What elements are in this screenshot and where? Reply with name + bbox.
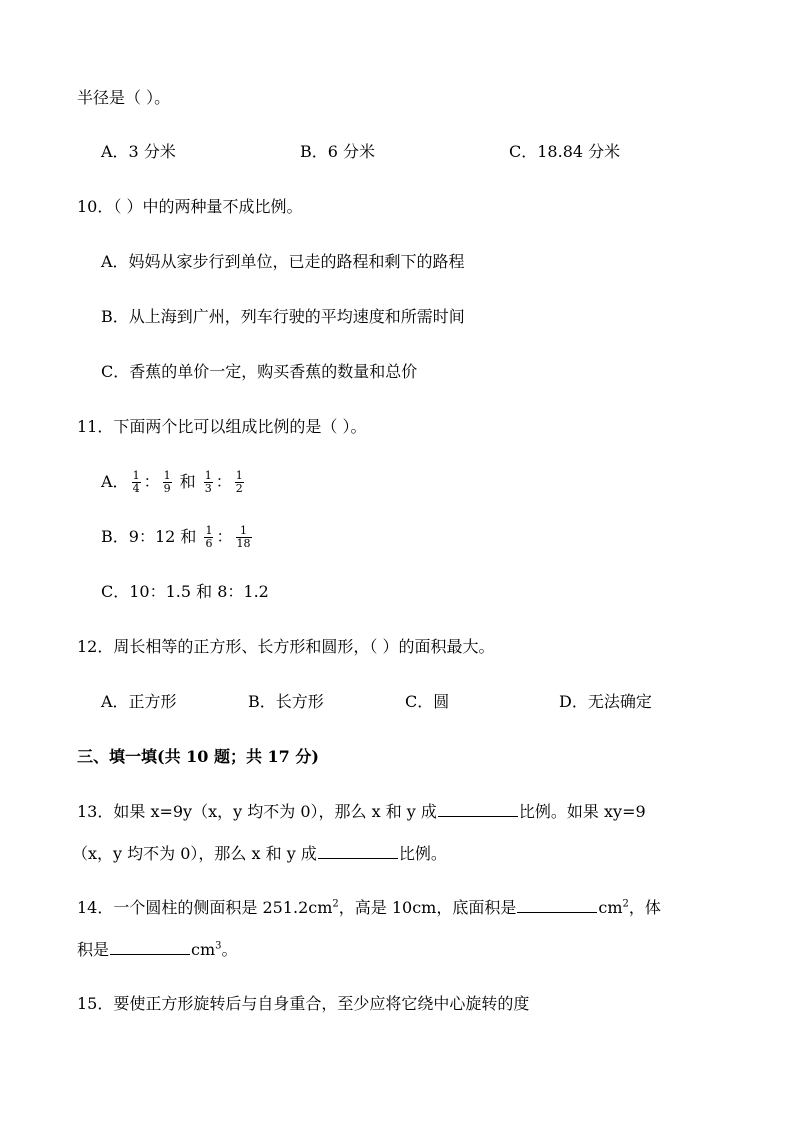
- and-word: 和: [179, 472, 196, 491]
- q10-option-b: B．从上海到广州，列车行驶的平均速度和所需时间: [101, 307, 465, 326]
- q14-line-2: 积是 $cm^3$。: [77, 936, 238, 964]
- q14-line-1: 14．一个圆柱的侧面积是 $251.2cm^2$，高是 10cm，底面积是 $cm^2$，体: [77, 894, 661, 922]
- q11-option-c: C．10：1.5 和 8：1.2: [101, 582, 269, 601]
- ratio-colon: ：: [215, 472, 232, 491]
- ratio-colon: ：: [216, 527, 233, 546]
- q10-option-c: C．香蕉的单价一定，购买香蕉的数量和总价: [101, 362, 418, 381]
- superscript: 3: [215, 940, 222, 952]
- q13-line-2: （x，y 均不为 0），那么 x 和 y 成 比例。: [72, 840, 447, 868]
- section-heading: 三、填一填(共 10 题；共 17 分): [77, 747, 319, 766]
- fraction: $\frac{1}{18}$: [236, 524, 251, 550]
- fraction: $\frac{1}{4}$: [132, 469, 140, 495]
- fraction: $\frac{1}{3}$: [204, 469, 212, 495]
- q12-options: [0, 688, 794, 716]
- q11-b-text: B．9：12 和: [101, 527, 197, 546]
- q10-option-a: A．妈妈从家步行到单位，已走的路程和剩下的路程: [101, 252, 465, 271]
- q15-stem: 15．要使正方形旋转后与自身重合，至少应将它绕中心旋转的度: [77, 994, 530, 1013]
- fraction: $\frac{1}{9}$: [163, 469, 171, 495]
- q11-option-a: [101, 466, 247, 498]
- q11-a-label: A．: [101, 472, 129, 491]
- q9-stem-continued: 半径是（ ）。: [77, 88, 171, 107]
- q9-options: [0, 138, 794, 166]
- q12-option-d: D．无法确定: [559, 692, 652, 711]
- fraction: $\frac{1}{6}$: [205, 524, 213, 550]
- q10-stem: 10．（ ）中的两种量不成比例。: [77, 197, 303, 216]
- ratio-colon: ：: [143, 472, 160, 491]
- q9-option-b: B．6 分米: [300, 142, 376, 161]
- fraction: $\frac{1}{2}$: [235, 469, 243, 495]
- q12-stem: 12．周长相等的正方形、长方形和圆形，（ ）的面积最大。: [77, 637, 495, 656]
- superscript: 2: [622, 898, 629, 910]
- answer-blank[interactable]: [517, 894, 597, 913]
- q12-option-b: B．长方形: [248, 692, 324, 711]
- q13-line-1: 13．如果 x=9y（x，y 均不为 0），那么 x 和 y 成 比例。如果 xy=9: [77, 798, 646, 826]
- superscript: 2: [332, 898, 339, 910]
- q11-option-b: [101, 521, 255, 553]
- answer-blank[interactable]: [318, 840, 398, 859]
- q9-option-c: C．18.84 分米: [509, 142, 621, 161]
- q12-option-a: A．正方形: [101, 692, 177, 711]
- q9-option-a: A．3 分米: [101, 142, 176, 161]
- q11-stem: 11．下面两个比可以组成比例的是（ ）。: [77, 417, 367, 436]
- answer-blank[interactable]: [110, 936, 190, 955]
- answer-blank[interactable]: [438, 798, 518, 817]
- q12-option-c: C．圆: [405, 692, 450, 711]
